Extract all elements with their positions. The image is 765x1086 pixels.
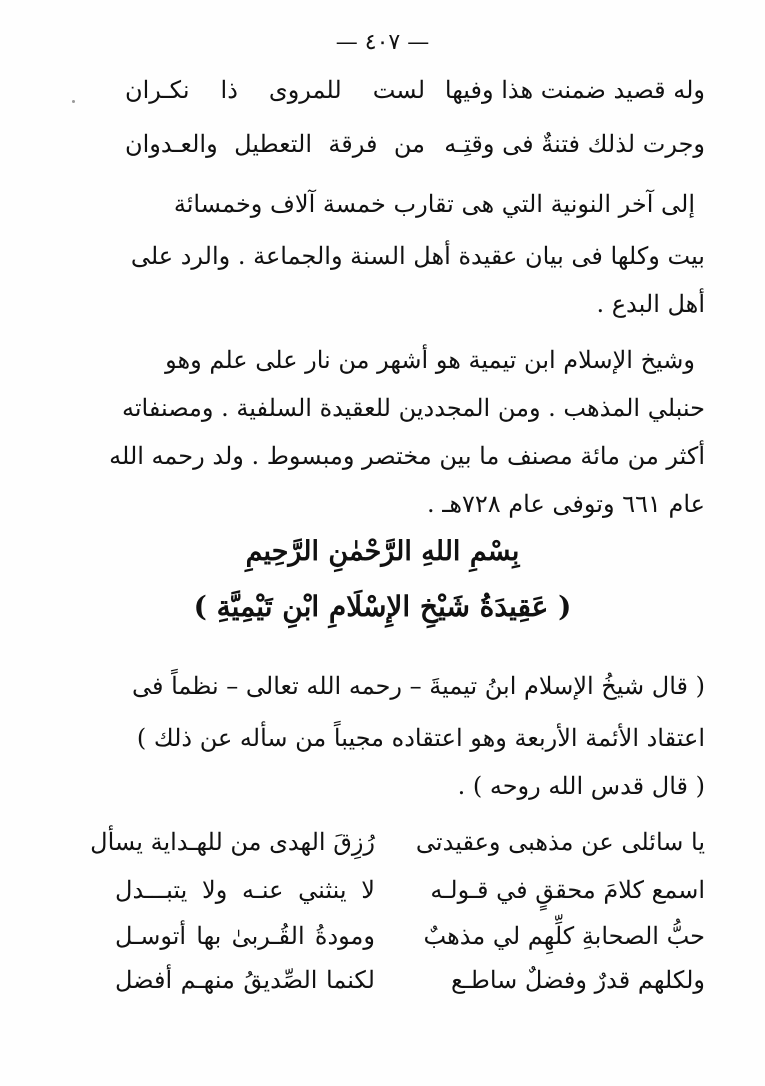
paragraph1-line-3: أهل البدع . [596, 290, 705, 318]
paragraph2-line-1: وشيخ الإسلام ابن تيمية هو أشهر من نار على علم وهو [165, 346, 695, 374]
poem-verse-2-right: اسمع كلامَ محققٍ في قـولـه [430, 876, 705, 904]
poem-verse-1-right: يا سائلى عن مذهبى وعقيدتى [415, 828, 705, 856]
paragraph3-line-3: ( قال قدس الله روحه ) . [457, 772, 705, 800]
poem-verse-3-left: ومودةُ القُـربىٰ بها أتوسـل [115, 922, 375, 950]
intro-verse-1-right: وله قصيد ضمنت هذا وفيها [444, 76, 705, 104]
poem-verse-4-right: ولكلهم قدرٌ وفضلٌ ساطـع [450, 966, 705, 994]
intro-verse-1-left: لست للمروى ذا نكـران [125, 76, 425, 104]
poem-verse-3-right: حبُّ الصحابةِ كلِّهِم لي مذهبٌ [423, 922, 705, 950]
intro-verse-2-right: وجرت لذلك فتنةٌ فى وقتِـه [444, 130, 705, 158]
paragraph3-line-1: ( قال شيخُ الإسلام ابنُ تيميةَ – رحمه الله تعالى – نظماً فى [131, 672, 705, 700]
page-number: — ٤٠٧ — [335, 30, 430, 55]
paragraph2-line-2: حنبلي المذهب . ومن المجددين للعقيدة السلفية . ومصنفاته [121, 394, 705, 422]
paragraph1-line-1: إلى آخر النونية التي هى تقارب خمسة آلاف وخمسائة [173, 190, 695, 218]
paragraph3-line-2: اعتقاد الأئمة الأربعة وهو اعتقاده مجيباً من سأله عن ذلك ) [136, 724, 705, 752]
poem-verse-2-left: لا ينثني عنـه ولا يتبـــدل [115, 876, 375, 904]
basmala: بِسْمِ اللهِ الرَّحْمٰنِ الرَّحِيمِ [245, 536, 520, 567]
poem-title: ( عَقِيدَةُ شَيْخِ الإِسْلَامِ ابْنِ تَيْمِيَّةِ ) [193, 590, 572, 623]
paragraph1-line-2: بيت وكلها فى بيان عقيدة أهل السنة والجماعة . والرد على [130, 242, 705, 270]
speck-mark [72, 100, 75, 103]
paragraph2-line-3: أكثر من مائة مصنف ما بين مختصر ومبسوط . ولد رحمه الله [109, 442, 705, 470]
poem-verse-4-left: لكنما الصِّديقُ منهـم أفضل [115, 966, 375, 994]
paragraph2-line-4: عام ٦٦١ وتوفى عام ٧٢٨هـ . [427, 490, 705, 518]
poem-verse-1-left: رُزِقَ الهدى من للهـداية يسأل [90, 828, 375, 856]
intro-verse-2-left: من فرقة التعطيل والعـدوان [125, 130, 425, 158]
